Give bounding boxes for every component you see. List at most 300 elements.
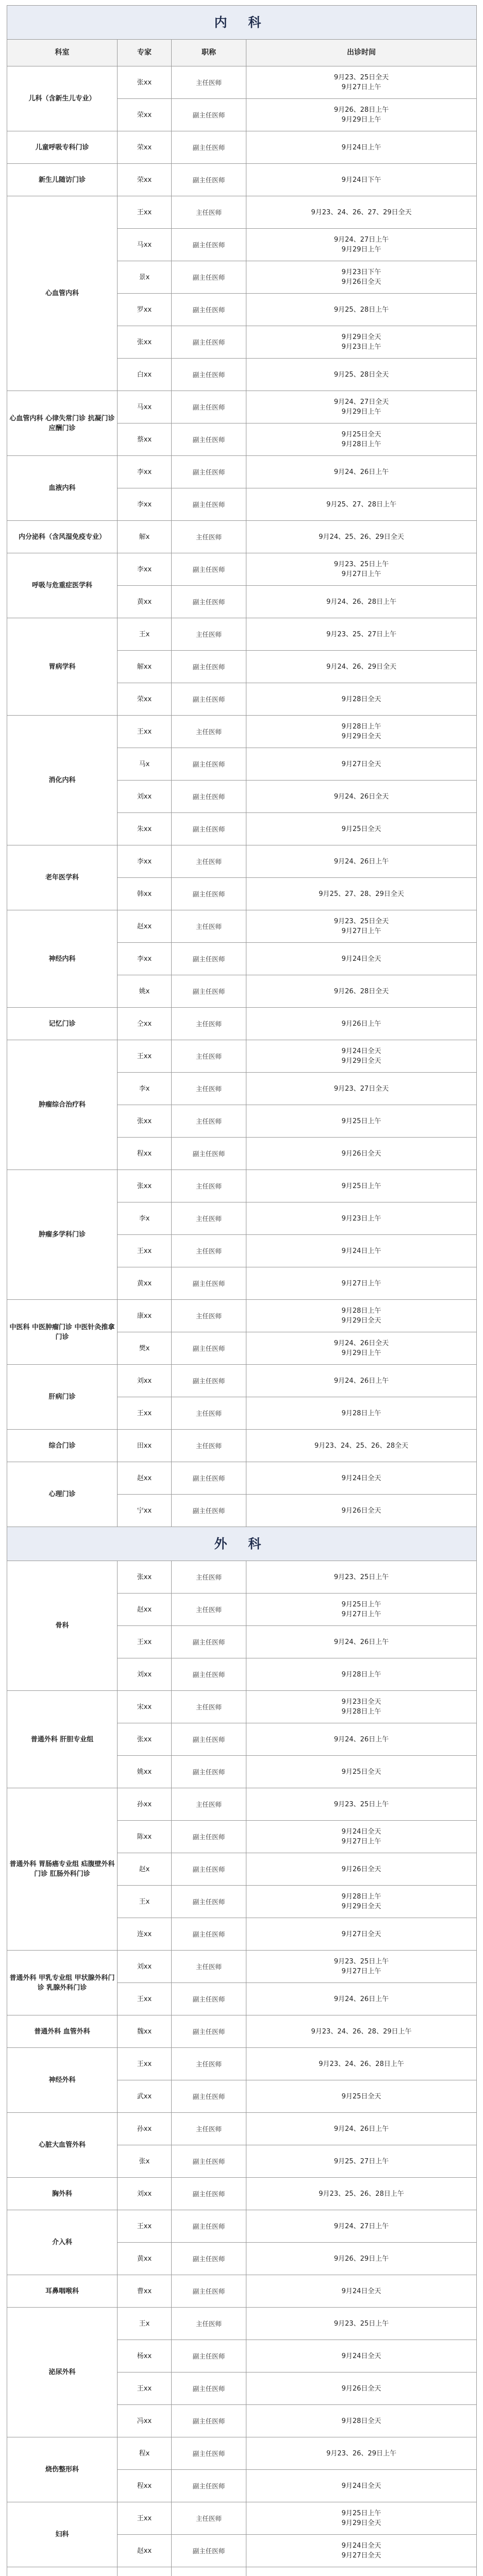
department-cell: 普通外科 肝胆专业组 — [7, 1691, 118, 1788]
expert-name: 黄xx — [118, 1267, 172, 1300]
expert-name: 王xx — [118, 1983, 172, 2015]
clinic-time: 9月23、25日全天 — [334, 74, 389, 81]
clinic-time: 9月24日全天 — [341, 2542, 381, 2550]
expert-name: 王xx — [118, 196, 172, 229]
expert-name: 荣xx — [118, 131, 172, 164]
expert-name: 王xx — [118, 1235, 172, 1267]
expert-name: 刘xx — [118, 781, 172, 813]
expert-name — [118, 2567, 172, 2576]
clinic-time: 9月25日上午 — [341, 2510, 381, 2517]
expert-title: 副主任医师 — [172, 975, 246, 1008]
department-cell: 心脏大血管外科 — [7, 2113, 118, 2178]
clinic-time-cell — [246, 1170, 477, 1202]
clinic-time-cell — [246, 2437, 477, 2470]
table-row — [7, 2015, 477, 2048]
clinic-time-cell — [246, 391, 477, 423]
clinic-time: 9月24日全天 — [341, 2482, 381, 2490]
clinic-time-cell — [246, 1788, 477, 1821]
table-row — [7, 456, 477, 488]
department-cell — [7, 2567, 118, 2576]
clinic-time: 9月27日上午 — [341, 570, 381, 578]
expert-title: 副主任医师 — [172, 813, 246, 845]
clinic-time: 9月29日上午 — [341, 408, 381, 416]
expert-title: 副主任医师 — [172, 1918, 246, 1951]
expert-name: 王x — [118, 618, 172, 651]
expert-title: 副主任医师 — [172, 878, 246, 910]
clinic-time-cell — [246, 1073, 477, 1105]
clinic-time: 9月26日全天 — [341, 278, 381, 286]
clinic-time: 9月27日上午 — [341, 1838, 381, 1845]
clinic-time-cell — [246, 1886, 477, 1918]
clinic-time-cell — [246, 1300, 477, 1332]
clinic-time: 9月28日上午 — [341, 1893, 381, 1901]
department-cell: 胸外科 — [7, 2178, 118, 2210]
clinic-time: 9月27日上午 — [341, 1968, 381, 1975]
clinic-time-cell — [246, 1008, 477, 1040]
expert-title: 副主任医师 — [172, 2243, 246, 2275]
clinic-time: 9月24、26日上午 — [334, 1735, 389, 1743]
expert-title: 副主任医师 — [172, 2015, 246, 2048]
department-cell: 普通外科 血管外科 — [7, 2015, 118, 2048]
clinic-time: 9月26日全天 — [341, 1149, 381, 1158]
clinic-time: 9月25日全天 — [341, 825, 381, 833]
expert-title — [172, 2567, 246, 2576]
table-row — [7, 910, 477, 943]
clinic-time: 9月26日全天 — [341, 2384, 381, 2393]
expert-title: 副主任医师 — [172, 1756, 246, 1788]
expert-title: 主任医师 — [172, 521, 246, 553]
expert-title: 主任医师 — [172, 1105, 246, 1138]
expert-title: 主任医师 — [172, 1170, 246, 1202]
clinic-time-cell — [246, 2275, 477, 2308]
clinic-time: 9月24日全天 — [341, 955, 381, 963]
expert-name: 王xx — [118, 2210, 172, 2243]
table-row — [7, 521, 477, 553]
schedule-table — [7, 5, 477, 2576]
expert-name: 张xx — [118, 1170, 172, 1202]
clinic-time: 9月24、27日上午 — [334, 236, 389, 244]
column-header-row — [7, 40, 477, 66]
clinic-time-cell — [246, 1723, 477, 1756]
clinic-time-cell — [246, 2372, 477, 2405]
clinic-time: 9月24日下午 — [341, 176, 381, 184]
clinic-time: 9月28日全天 — [341, 695, 381, 703]
expert-name: 王xx — [118, 1397, 172, 1430]
clinic-time: 9月27日全天 — [341, 760, 381, 768]
expert-title: 副主任医师 — [172, 131, 246, 164]
expert-name: 荣xx — [118, 164, 172, 196]
expert-name: 赵xx — [118, 1594, 172, 1626]
clinic-time: 9月23日上午 — [341, 1214, 381, 1223]
clinic-time-cell — [246, 1561, 477, 1594]
expert-name: 朱xx — [118, 813, 172, 845]
expert-name: 王x — [118, 1886, 172, 1918]
clinic-time: 9月23、25日上午 — [334, 1800, 389, 1808]
expert-name: 魏xx — [118, 2015, 172, 2048]
expert-title: 副主任医师 — [172, 294, 246, 326]
expert-title: 主任医师 — [172, 196, 246, 229]
department-cell: 肿瘤综合治疗科 — [7, 1040, 118, 1170]
table-row — [7, 845, 477, 878]
section-header-row — [7, 1527, 477, 1561]
expert-title: 副主任医师 — [172, 2437, 246, 2470]
expert-title: 副主任医师 — [172, 2178, 246, 2210]
table-row — [7, 1788, 477, 1821]
schedule-body — [7, 6, 477, 2576]
expert-title: 副主任医师 — [172, 164, 246, 196]
clinic-time-cell — [246, 1138, 477, 1170]
clinic-time: 9月24、25、26、29日全天 — [319, 533, 404, 541]
expert-name: 仝xx — [118, 1008, 172, 1040]
department-cell: 呼吸与危重症医学科 — [7, 553, 118, 618]
clinic-time: 9月25、27、28、29日全天 — [319, 890, 404, 898]
expert-title: 副主任医师 — [172, 2372, 246, 2405]
expert-name: 荣xx — [118, 683, 172, 716]
clinic-time: 9月25、28日上午 — [334, 306, 389, 314]
expert-title: 主任医师 — [172, 1073, 246, 1105]
expert-title: 副主任医师 — [172, 2340, 246, 2372]
clinic-time: 9月25日全天 — [341, 1768, 381, 1776]
clinic-time: 9月23、27日全天 — [334, 1084, 389, 1093]
clinic-time: 9月28日上午 — [341, 1409, 381, 1417]
clinic-time-cell — [246, 521, 477, 553]
clinic-time: 9月26日全天 — [341, 1865, 381, 1873]
clinic-time: 9月25、28日全天 — [334, 370, 389, 379]
expert-name: 曹xx — [118, 2275, 172, 2308]
expert-title: 副主任医师 — [172, 229, 246, 261]
table-row — [7, 1561, 477, 1594]
expert-name: 张xx — [118, 66, 172, 99]
clinic-time-cell — [246, 99, 477, 131]
clinic-time-cell — [246, 2535, 477, 2567]
expert-title: 主任医师 — [172, 66, 246, 99]
clinic-time-cell — [246, 586, 477, 618]
clinic-time: 9月24、26日全天 — [334, 792, 389, 801]
expert-name: 樊x — [118, 1332, 172, 1365]
clinic-time: 9月25日全天 — [341, 431, 381, 438]
clinic-time-cell — [246, 1202, 477, 1235]
clinic-time-cell — [246, 1691, 477, 1723]
expert-title: 副主任医师 — [172, 261, 246, 294]
expert-name: 姚x — [118, 975, 172, 1008]
expert-name: 赵xx — [118, 910, 172, 943]
clinic-time-cell — [246, 1658, 477, 1691]
expert-name: 刘xx — [118, 2178, 172, 2210]
clinic-time-cell — [246, 878, 477, 910]
expert-title: 副主任医师 — [172, 2080, 246, 2113]
clinic-time: 9月24日全天 — [341, 2287, 381, 2295]
table-row — [7, 2437, 477, 2470]
clinic-time: 9月23日上午 — [341, 343, 381, 351]
department-cell: 儿科（含新生儿专业） — [7, 66, 118, 131]
clinic-time: 9月25、27、28日上午 — [326, 500, 396, 509]
clinic-time-cell — [246, 294, 477, 326]
expert-title: 副主任医师 — [172, 2210, 246, 2243]
clinic-time-cell — [246, 651, 477, 683]
section-header-row — [7, 6, 477, 40]
department-cell: 普通外科 甲乳专业组 甲状腺外科门诊 乳腺外科门诊 — [7, 1951, 118, 2015]
expert-title: 主任医师 — [172, 1594, 246, 1626]
clinic-time: 9月26日全天 — [341, 1506, 381, 1515]
clinic-time: 9月24、27日上午 — [334, 2222, 389, 2230]
expert-name: 荣xx — [118, 99, 172, 131]
clinic-time: 9月23、25、26、28日上午 — [319, 2190, 404, 2198]
clinic-time: 9月25日上午 — [341, 1601, 381, 1608]
expert-name: 李x — [118, 1073, 172, 1105]
clinic-time: 9月23、24、25、26、28全天 — [314, 1442, 408, 1450]
clinic-time: 9月29日上午 — [341, 246, 381, 253]
column-header-title: 职称 — [172, 40, 246, 66]
expert-title: 主任医师 — [172, 1040, 246, 1073]
expert-title: 副主任医师 — [172, 1886, 246, 1918]
clinic-time: 9月23、25日上午 — [334, 1573, 389, 1581]
department-cell: 内分泌科（含风湿免疫专业） — [7, 521, 118, 553]
expert-name: 王x — [118, 2308, 172, 2340]
clinic-time: 9月24、27日全天 — [334, 398, 389, 406]
expert-title: 主任医师 — [172, 1300, 246, 1332]
department-cell: 耳鼻咽喉科 — [7, 2275, 118, 2308]
clinic-time-cell — [246, 2113, 477, 2145]
clinic-time: 9月23、26、29日上午 — [326, 2449, 396, 2458]
clinic-time: 9月23、25日上午 — [334, 1958, 389, 1965]
expert-title: 副主任医师 — [172, 99, 246, 131]
table-row — [7, 1462, 477, 1495]
table-row — [7, 66, 477, 99]
expert-title: 副主任医师 — [172, 488, 246, 521]
clinic-time-cell — [246, 1332, 477, 1365]
clinic-time-cell — [246, 716, 477, 748]
clinic-time: 9月23、24、26、27、29日全天 — [311, 208, 412, 216]
table-row — [7, 2275, 477, 2308]
clinic-time: 9月29日全天 — [341, 1903, 381, 1910]
expert-name: 解x — [118, 521, 172, 553]
expert-title: 主任医师 — [172, 2113, 246, 2145]
clinic-time-cell — [246, 813, 477, 845]
clinic-time-cell — [246, 2210, 477, 2243]
expert-name: 程x — [118, 2437, 172, 2470]
clinic-time-cell — [246, 1594, 477, 1626]
clinic-time-cell — [246, 229, 477, 261]
expert-title: 副主任医师 — [172, 2405, 246, 2437]
clinic-time: 9月24、26日上午 — [334, 1638, 389, 1646]
expert-title: 副主任医师 — [172, 943, 246, 975]
clinic-time-cell — [246, 359, 477, 391]
department-cell: 普通外科 胃肠癌专业组 疝腹壁外科门诊 肛肠外科门诊 — [7, 1788, 118, 1951]
expert-name: 冯xx — [118, 2405, 172, 2437]
department-cell: 心血管内科 — [7, 196, 118, 391]
expert-title: 副主任医师 — [172, 781, 246, 813]
expert-title: 副主任医师 — [172, 1723, 246, 1756]
expert-title: 副主任医师 — [172, 683, 246, 716]
department-cell: 烧伤整形科 — [7, 2437, 118, 2502]
table-row — [7, 164, 477, 196]
expert-title: 副主任医师 — [172, 1658, 246, 1691]
expert-title: 副主任医师 — [172, 1462, 246, 1495]
clinic-time-cell — [246, 781, 477, 813]
clinic-time-cell — [246, 2502, 477, 2535]
expert-name: 刘xx — [118, 1365, 172, 1397]
clinic-time: 9月24日全天 — [341, 1828, 381, 1836]
department-cell: 儿童呼吸专科门诊 — [7, 131, 118, 164]
expert-name: 赵xx — [118, 2535, 172, 2567]
expert-title: 主任医师 — [172, 2048, 246, 2080]
expert-title: 主任医师 — [172, 2308, 246, 2340]
department-cell: 血液内科 — [7, 456, 118, 521]
clinic-time: 9月23、24、26、28、29日上午 — [311, 2027, 412, 2036]
clinic-time-cell — [246, 2080, 477, 2113]
expert-title: 主任医师 — [172, 2502, 246, 2535]
table-row — [7, 553, 477, 586]
clinic-time-cell — [246, 1430, 477, 1462]
expert-title: 副主任医师 — [172, 1138, 246, 1170]
expert-title: 主任医师 — [172, 1691, 246, 1723]
expert-name: 程xx — [118, 1138, 172, 1170]
schedule-page — [7, 5, 476, 2576]
clinic-time-cell — [246, 2048, 477, 2080]
expert-name: 蔡xx — [118, 423, 172, 456]
expert-name: 黄xx — [118, 586, 172, 618]
table-row — [7, 2113, 477, 2145]
expert-title: 副主任医师 — [172, 359, 246, 391]
clinic-time: 9月24、26日上午 — [334, 468, 389, 476]
expert-name: 连xx — [118, 1918, 172, 1951]
department-cell: 妇科 — [7, 2502, 118, 2567]
clinic-time-cell — [246, 423, 477, 456]
expert-title: 副主任医师 — [172, 748, 246, 781]
clinic-time: 9月29日上午 — [341, 116, 381, 124]
department-cell: 泌尿外科 — [7, 2308, 118, 2437]
expert-title: 主任医师 — [172, 1788, 246, 1821]
clinic-time-cell — [246, 2470, 477, 2502]
clinic-time: 9月24日全天 — [341, 1047, 381, 1055]
department-cell: 中医科 中医肿瘤门诊 中医针灸推拿门诊 — [7, 1300, 118, 1365]
expert-name: 张xx — [118, 326, 172, 359]
clinic-time-cell — [246, 2340, 477, 2372]
clinic-time: 9月26、28日全天 — [334, 987, 389, 995]
clinic-time-cell — [246, 1853, 477, 1886]
clinic-time: 9月29日全天 — [341, 1317, 381, 1325]
table-row — [7, 2308, 477, 2340]
department-cell: 胃病学科 — [7, 618, 118, 716]
expert-title: 主任医师 — [172, 618, 246, 651]
section-title: 外 科 — [7, 1527, 477, 1561]
clinic-time: 9月27日全天 — [341, 2552, 381, 2560]
expert-name: 康xx — [118, 1300, 172, 1332]
expert-name: 王xx — [118, 2048, 172, 2080]
expert-title: 副主任医师 — [172, 553, 246, 586]
expert-title: 主任医师 — [172, 1235, 246, 1267]
expert-name: 李xx — [118, 845, 172, 878]
clinic-time-cell — [246, 1951, 477, 1983]
expert-title: 副主任医师 — [172, 2275, 246, 2308]
department-cell: 老年医学科 — [7, 845, 118, 910]
clinic-time-cell — [246, 164, 477, 196]
clinic-time: 9月28日全天 — [341, 2417, 381, 2425]
clinic-time-cell — [246, 66, 477, 99]
clinic-time: 9月27日全天 — [341, 1930, 381, 1938]
clinic-time: 9月25日全天 — [341, 2092, 381, 2100]
clinic-time: 9月24、26日上午 — [334, 1377, 389, 1385]
expert-name: 张xx — [118, 1105, 172, 1138]
expert-title: 副主任医师 — [172, 586, 246, 618]
expert-title: 副主任医师 — [172, 326, 246, 359]
expert-name: 田xx — [118, 1430, 172, 1462]
expert-title: 主任医师 — [172, 1561, 246, 1594]
clinic-time: 9月24日全天 — [341, 1474, 381, 1482]
clinic-time-cell — [246, 1365, 477, 1397]
expert-title: 副主任医师 — [172, 423, 246, 456]
clinic-time: 9月29日全天 — [341, 2519, 381, 2527]
table-row — [7, 2048, 477, 2080]
department-cell: 骨科 — [7, 1561, 118, 1691]
expert-name: 陈xx — [118, 1821, 172, 1853]
expert-title: 副主任医师 — [172, 2535, 246, 2567]
column-header-dept: 科室 — [7, 40, 118, 66]
expert-name: 马x — [118, 748, 172, 781]
clinic-time-cell — [246, 1040, 477, 1073]
department-cell: 心血管内科 心律失常门诊 抗凝门诊 应酬门诊 — [7, 391, 118, 456]
expert-name: 杨xx — [118, 2340, 172, 2372]
expert-title: 副主任医师 — [172, 391, 246, 423]
expert-title: 副主任医师 — [172, 2470, 246, 2502]
expert-name: 白xx — [118, 359, 172, 391]
expert-title: 副主任医师 — [172, 1626, 246, 1658]
expert-title: 主任医师 — [172, 716, 246, 748]
department-cell: 新生儿随访门诊 — [7, 164, 118, 196]
clinic-time-cell — [246, 1756, 477, 1788]
clinic-time: 9月25、27日上午 — [334, 2157, 389, 2165]
expert-title: 主任医师 — [172, 1430, 246, 1462]
clinic-time: 9月29日全天 — [341, 333, 381, 341]
expert-name: 李x — [118, 1202, 172, 1235]
expert-name: 王xx — [118, 1040, 172, 1073]
table-row — [7, 1365, 477, 1397]
expert-name: 程xx — [118, 2470, 172, 2502]
clinic-time-cell — [246, 748, 477, 781]
clinic-time: 9月23日下午 — [341, 268, 381, 276]
clinic-time-cell — [246, 488, 477, 521]
department-cell: 介入科 — [7, 2210, 118, 2275]
expert-title: 副主任医师 — [172, 456, 246, 488]
table-row — [7, 716, 477, 748]
expert-name: 王xx — [118, 2372, 172, 2405]
clinic-time: 9月28日上午 — [341, 723, 381, 731]
expert-name: 姚xx — [118, 1756, 172, 1788]
clinic-time-cell — [246, 943, 477, 975]
clinic-time-cell — [246, 1626, 477, 1658]
clinic-time: 9月26日上午 — [341, 1020, 381, 1028]
expert-name: 韩xx — [118, 878, 172, 910]
department-cell: 肝病门诊 — [7, 1365, 118, 1430]
expert-name: 罗xx — [118, 294, 172, 326]
expert-name: 马xx — [118, 229, 172, 261]
clinic-time-cell — [246, 910, 477, 943]
department-cell: 心理门诊 — [7, 1462, 118, 1527]
clinic-time-cell — [246, 553, 477, 586]
clinic-time: 9月23日全天 — [341, 1698, 381, 1706]
clinic-time-cell — [246, 131, 477, 164]
expert-title: 主任医师 — [172, 910, 246, 943]
clinic-time-cell — [246, 2308, 477, 2340]
expert-name: 王xx — [118, 2502, 172, 2535]
expert-name: 李xx — [118, 553, 172, 586]
expert-title: 主任医师 — [172, 845, 246, 878]
clinic-time: 9月25日上午 — [341, 1117, 381, 1125]
expert-name: 张xx — [118, 1723, 172, 1756]
expert-name: 刘xx — [118, 1658, 172, 1691]
clinic-time: 9月24日上午 — [341, 143, 381, 151]
clinic-time: 9月24、26、29日全天 — [326, 663, 396, 671]
